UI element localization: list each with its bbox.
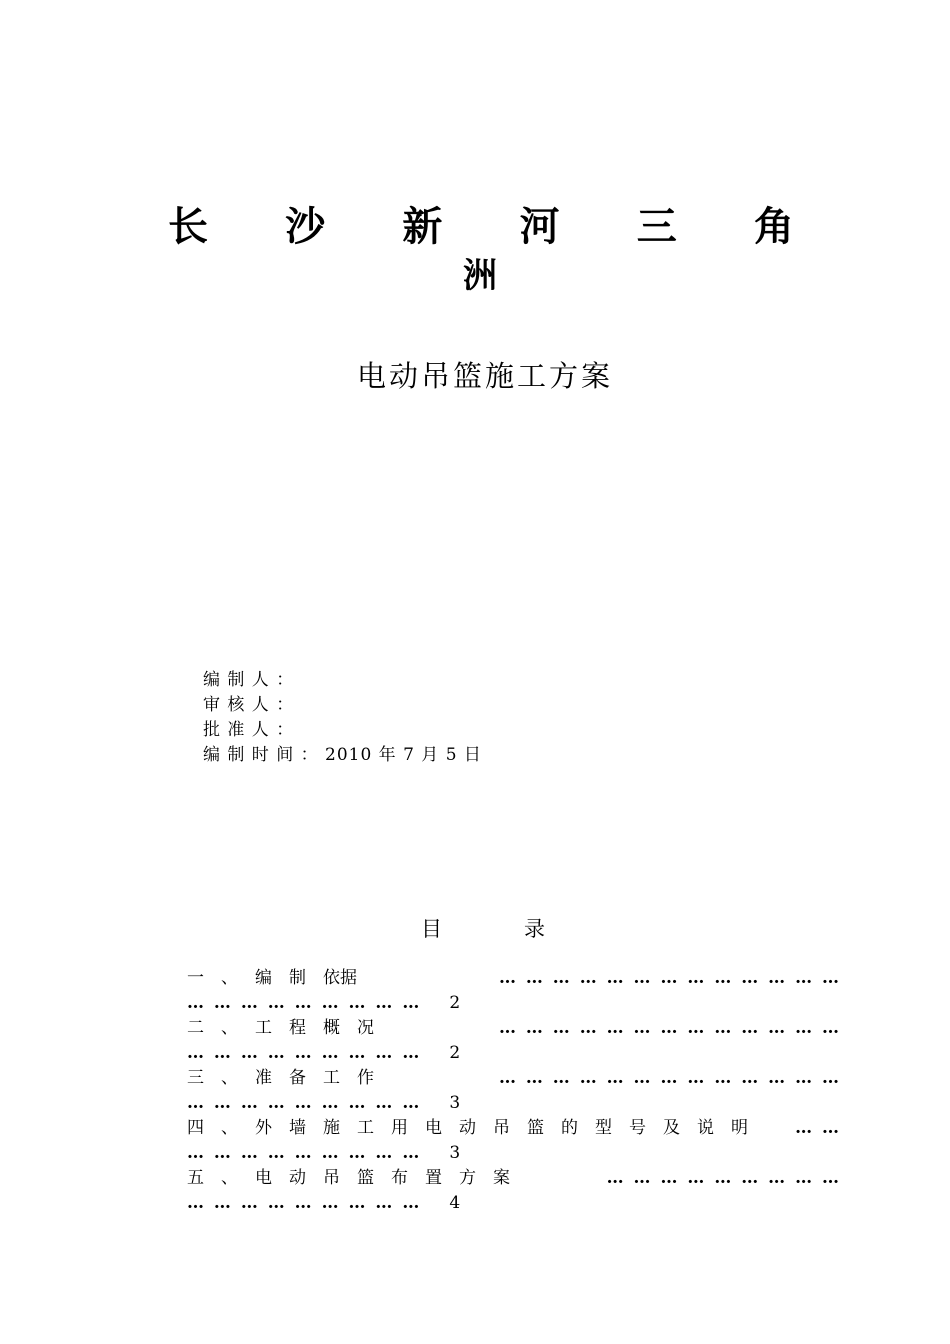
toc-leader-dots: … … … … … … … … … bbox=[187, 1093, 422, 1113]
toc-heading bbox=[421, 914, 545, 944]
toc-page-number: 2 bbox=[449, 1043, 461, 1063]
toc-label-char: 案 bbox=[493, 1168, 510, 1188]
toc-entry-first-line bbox=[187, 966, 841, 991]
toc-label-char: 三 bbox=[187, 1068, 204, 1088]
toc-label-char: 况 bbox=[357, 1018, 374, 1038]
toc-label-char: 布 bbox=[391, 1168, 408, 1188]
toc-label-char: 篮 bbox=[527, 1118, 544, 1138]
toc-page-number: 4 bbox=[449, 1193, 461, 1213]
toc-leader-dots: … … bbox=[795, 1118, 841, 1138]
toc-label-char: 程 bbox=[289, 1018, 306, 1038]
toc-label-char: 、 bbox=[221, 1018, 238, 1038]
toc-leader-dots: … … … … … … … … … bbox=[187, 1193, 422, 1213]
toc-leader-dots: … … … … … … … … … bbox=[187, 1143, 422, 1163]
toc-label-char: 用 bbox=[391, 1118, 408, 1138]
toc-entry-label bbox=[187, 1116, 765, 1141]
toc-label-char: 依据 bbox=[323, 968, 357, 988]
toc-label-char: 工 bbox=[357, 1118, 374, 1138]
toc-label-char: 、 bbox=[221, 1118, 238, 1138]
toc-label-char: 及 bbox=[663, 1118, 680, 1138]
toc-label-char: 五 bbox=[187, 1168, 204, 1188]
toc-label-char: 二 bbox=[187, 1018, 204, 1038]
title-char: 沙 bbox=[285, 204, 326, 250]
toc-label-char: 说 bbox=[697, 1118, 714, 1138]
toc-label-char: 电 bbox=[255, 1168, 272, 1188]
title-char: 三 bbox=[636, 204, 677, 250]
toc-label-char: 篮 bbox=[357, 1168, 374, 1188]
toc-entry-second-line bbox=[187, 1191, 841, 1216]
toc-page-number: 2 bbox=[449, 993, 461, 1013]
toc-label-char: 的 bbox=[561, 1118, 578, 1138]
document-title-line1 bbox=[168, 204, 794, 250]
toc-label-char: 编 bbox=[255, 968, 272, 988]
title-char: 新 bbox=[402, 204, 443, 250]
toc-leader-dots: … … … … … … … … … … … … … bbox=[498, 968, 841, 988]
toc-label-char: 准 bbox=[255, 1068, 272, 1088]
signoff-block bbox=[203, 668, 482, 768]
toc-entry[interactable] bbox=[187, 1016, 841, 1066]
toc-label-char: 备 bbox=[289, 1068, 306, 1088]
toc-label-char: 作 bbox=[357, 1068, 374, 1088]
toc-entry-second-line bbox=[187, 1041, 841, 1066]
toc-entry-second-line bbox=[187, 991, 841, 1016]
title-char: 长 bbox=[168, 204, 208, 250]
toc-entry-label bbox=[187, 1166, 527, 1191]
toc-entry-label bbox=[187, 1066, 391, 1091]
toc-leader-dots: … … … … … … … … … bbox=[187, 1043, 422, 1063]
toc-label-char: 制 bbox=[289, 968, 306, 988]
toc-entry-label bbox=[187, 966, 357, 991]
reviewed-by-line: 审 核 人 ： bbox=[203, 695, 295, 715]
approved-by-line: 批 准 人 ： bbox=[203, 720, 295, 740]
compiled-by-line: 编 制 人 ： bbox=[203, 670, 295, 690]
toc-label-char: 吊 bbox=[323, 1168, 340, 1188]
toc-entry-first-line bbox=[187, 1066, 841, 1091]
table-of-contents bbox=[187, 966, 841, 1216]
toc-leader-dots: … … … … … … … … … bbox=[606, 1168, 841, 1188]
toc-heading-char: 目 bbox=[421, 917, 442, 941]
toc-entry[interactable] bbox=[187, 1116, 841, 1166]
toc-label-char: 吊 bbox=[493, 1118, 510, 1138]
toc-page-number: 3 bbox=[449, 1093, 461, 1113]
toc-entry-first-line bbox=[187, 1116, 841, 1141]
toc-entry-first-line bbox=[187, 1016, 841, 1041]
toc-entry-first-line bbox=[187, 1166, 841, 1191]
toc-label-char: 四 bbox=[187, 1118, 204, 1138]
toc-label-char: 、 bbox=[221, 968, 238, 988]
toc-label-char: 型 bbox=[595, 1118, 612, 1138]
toc-entry-label bbox=[187, 1016, 391, 1041]
toc-leader-dots: … … … … … … … … … … … … … bbox=[498, 1018, 841, 1038]
toc-label-char: 明 bbox=[731, 1118, 748, 1138]
toc-label-char: 置 bbox=[425, 1168, 442, 1188]
toc-label-char: 方 bbox=[459, 1168, 476, 1188]
document-subtitle: 电动吊篮施工方案 bbox=[356, 359, 613, 393]
toc-entry[interactable] bbox=[187, 966, 841, 1016]
title-char: 河 bbox=[519, 204, 560, 250]
toc-label-char: 工 bbox=[255, 1018, 272, 1038]
toc-label-char: 、 bbox=[221, 1168, 238, 1188]
toc-entry-second-line bbox=[187, 1091, 841, 1116]
toc-heading-char: 录 bbox=[524, 917, 545, 941]
toc-entry[interactable] bbox=[187, 1166, 841, 1216]
compile-date-line: 编 制 时 间 ： 2010 年 7 月 5 日 bbox=[203, 745, 482, 765]
toc-label-char: 工 bbox=[323, 1068, 340, 1088]
toc-label-char: 动 bbox=[459, 1118, 476, 1138]
toc-page-number: 3 bbox=[449, 1143, 461, 1163]
toc-leader-dots: … … … … … … … … … bbox=[187, 993, 422, 1013]
toc-label-char: 施 bbox=[323, 1118, 340, 1138]
title-char: 角 bbox=[753, 204, 794, 250]
toc-label-char: 号 bbox=[629, 1118, 646, 1138]
toc-leader-dots: … … … … … … … … … … … … … bbox=[498, 1068, 841, 1088]
document-title-line2: 洲 bbox=[463, 256, 497, 296]
toc-entry[interactable] bbox=[187, 1066, 841, 1116]
toc-label-char: 一 bbox=[187, 968, 204, 988]
toc-label-char: 动 bbox=[289, 1168, 306, 1188]
toc-label-char: 外 bbox=[255, 1118, 272, 1138]
toc-label-char: 电 bbox=[425, 1118, 442, 1138]
toc-label-char: 墙 bbox=[289, 1118, 306, 1138]
toc-entry-second-line bbox=[187, 1141, 841, 1166]
toc-label-char: 、 bbox=[221, 1068, 238, 1088]
toc-label-char: 概 bbox=[323, 1018, 340, 1038]
